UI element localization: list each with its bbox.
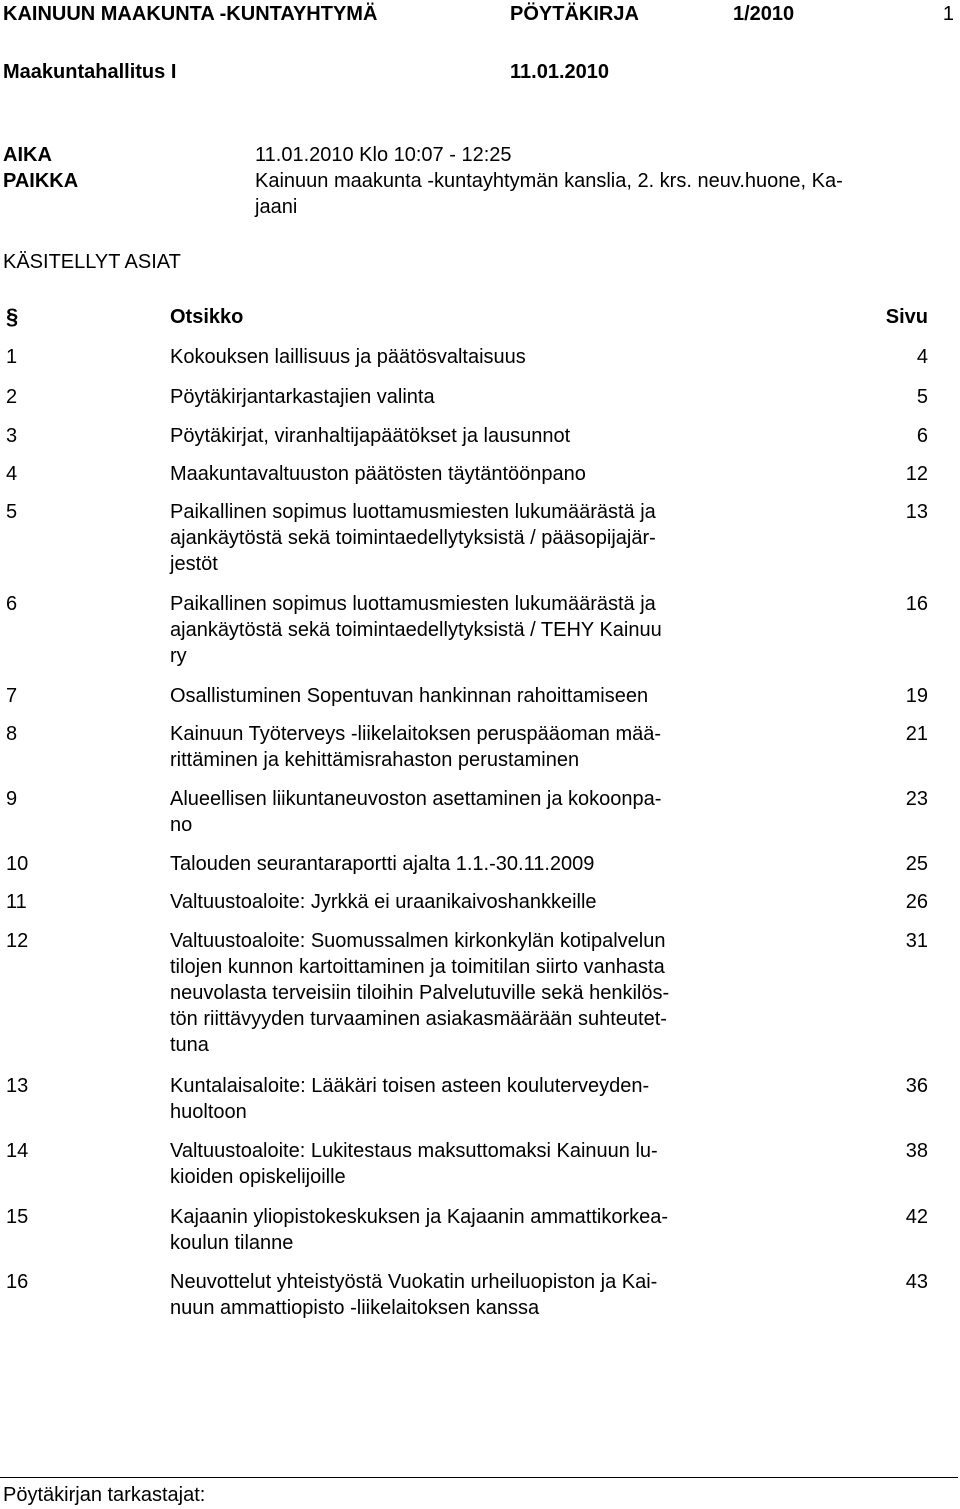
toc-item-title-line: Pöytäkirjat, viranhaltijapäätökset ja lausunnot	[170, 425, 571, 447]
toc-item-title-line: tuna	[170, 1034, 209, 1056]
place-line: Kainuun maakunta -kuntayhtymän kanslia, 2. krs. neuv.huone, Ka-	[255, 170, 843, 192]
toc-item-title	[170, 344, 526, 370]
toc-item-number: 1	[6, 346, 18, 368]
toc-item-number: 5	[6, 501, 18, 523]
toc-item-number: 9	[6, 788, 18, 810]
toc-item-number: 8	[6, 723, 18, 745]
toc-item-title	[170, 1073, 649, 1125]
toc-item-title-line: Kokouksen laillisuus ja päätösvaltaisuus	[170, 346, 526, 368]
toc-item-title-line: Valtuustoaloite: Jyrkkä ei uraanikaivoshankkeille	[170, 891, 597, 913]
toc-item-number: 7	[6, 685, 18, 707]
toc-item-number: 15	[6, 1206, 29, 1228]
toc-item-number: 3	[6, 425, 18, 447]
section-symbol: §	[6, 304, 19, 329]
toc-item-title	[170, 1138, 658, 1190]
toc-item-page: 19	[905, 685, 928, 707]
toc-item-page: 26	[905, 891, 928, 913]
toc-item-title	[170, 1269, 657, 1321]
toc-item-title-line: Paikallinen sopimus luottamusmiesten lukumäärästä ja	[170, 501, 656, 523]
time-label: AIKA	[3, 144, 52, 166]
toc-item-number: 4	[6, 463, 18, 485]
toc-item-number: 10	[6, 853, 29, 875]
toc-item-title	[170, 499, 656, 577]
toc-item-title-line: Paikallinen sopimus luottamusmiesten lukumäärästä ja	[170, 593, 656, 615]
toc-item-title-line: huoltoon	[170, 1101, 247, 1123]
toc-item-title-line: Talouden seurantaraportti ajalta 1.1.-30.11.2009	[170, 853, 595, 875]
toc-item-number: 11	[6, 891, 27, 913]
toc-item-page: 42	[905, 1206, 928, 1228]
toc-item-title	[170, 889, 597, 915]
toc-item-title-line: Kajaanin yliopistokeskuksen ja Kajaanin ammattikorkea-	[170, 1206, 669, 1228]
toc-item-title-line: Valtuustoaloite: Suomussalmen kirkonkylän kotipalvelun	[170, 930, 666, 952]
toc-item-number: 6	[6, 593, 18, 615]
toc-item-title-line: koulun tilanne	[170, 1232, 294, 1254]
toc-item-title	[170, 721, 661, 773]
page-number: 1	[942, 3, 954, 25]
toc-item-title	[170, 384, 435, 410]
toc-item-number: 13	[6, 1075, 29, 1097]
toc-item-page: 13	[905, 501, 928, 523]
toc-item-title-line: no	[170, 814, 193, 836]
toc-item-title	[170, 591, 662, 669]
toc-item-page: 16	[905, 593, 928, 615]
toc-item-title	[170, 423, 570, 449]
col-title-header: Otsikko	[170, 306, 244, 328]
toc-item-title-line: Valtuustoaloite: Lukitestaus maksuttomaksi Kainuun lu-	[170, 1140, 658, 1162]
org-name: KAINUUN MAAKUNTA -KUNTAYHTYMÄ	[3, 3, 378, 25]
toc-item-page: 6	[916, 425, 928, 447]
toc-item-title	[170, 786, 661, 838]
toc-item-title-line: Pöytäkirjantarkastajien valinta	[170, 386, 435, 408]
body-name: Maakuntahallitus I	[3, 61, 177, 83]
toc-item-page: 25	[905, 853, 928, 875]
toc-item-title-line: ajankäytöstä sekä toimintaedellytyksistä / TEHY Kainuu	[170, 619, 662, 641]
toc-item-title-line: Maakuntavaltuuston päätösten täytäntöönpano	[170, 463, 586, 485]
toc-item-page: 23	[905, 788, 928, 810]
toc-item-title-line: ry	[170, 645, 187, 667]
toc-item-title	[170, 1204, 668, 1256]
toc-item-number: 12	[6, 930, 29, 952]
toc-item-page: 43	[905, 1271, 928, 1293]
time-value: 11.01.2010 Klo 10:07 - 12:25	[255, 144, 512, 166]
meeting-date: 11.01.2010	[510, 61, 609, 83]
footer-label: Pöytäkirjan tarkastajat:	[3, 1484, 206, 1506]
toc-item-title-line: Kuntalaisaloite: Lääkäri toisen asteen kouluterveyden-	[170, 1075, 650, 1097]
toc-item-title-line: Alueellisen liikuntaneuvoston asettaminen ja kokoonpa-	[170, 788, 662, 810]
toc-item-number: 14	[6, 1140, 29, 1162]
toc-item-number: 2	[6, 386, 18, 408]
toc-item-title-line: nuun ammattiopisto -liikelaitoksen kanssa	[170, 1297, 540, 1319]
toc-item-title-line: Kainuun Työterveys -liikelaitoksen peruspääoman mää-	[170, 723, 662, 745]
toc-item-title-line: neuvolasta terveisiin tiloihin Palvelutuville sekä henkilös-	[170, 982, 670, 1004]
footer-rule	[0, 1477, 958, 1478]
toc-item-page: 5	[916, 386, 928, 408]
toc-item-page: 21	[905, 723, 928, 745]
toc-item-number: 16	[6, 1271, 29, 1293]
doc-type: PÖYTÄKIRJA	[510, 3, 639, 25]
toc-item-title-line: ajankäytöstä sekä toimintaedellytyksistä / pääsopijajär-	[170, 527, 656, 549]
toc-item-title-line: tön riittävyyden turvaaminen asiakasmäärään suhteutet-	[170, 1008, 667, 1030]
place-value	[255, 168, 843, 220]
toc-item-title-line: Neuvottelut yhteistyöstä Vuokatin urheiluopiston ja Kai-	[170, 1271, 658, 1293]
toc-item-page: 12	[905, 463, 928, 485]
toc-item-page: 38	[905, 1140, 928, 1162]
col-page-header: Sivu	[885, 306, 928, 328]
toc-item-title-line: Osallistuminen Sopentuvan hankinnan rahoittamiseen	[170, 685, 649, 707]
toc-item-title-line: rittäminen ja kehittämisrahaston perustaminen	[170, 749, 580, 771]
place-line: jaani	[255, 196, 298, 218]
toc-item-title	[170, 683, 648, 709]
toc-item-page: 4	[916, 346, 928, 368]
toc-item-title-line: kioiden opiskelijoille	[170, 1166, 346, 1188]
toc-item-title	[170, 851, 594, 877]
toc-item-page: 36	[905, 1075, 928, 1097]
toc-item-title	[170, 928, 669, 1058]
doc-number: 1/2010	[733, 3, 795, 25]
toc-item-title	[170, 461, 586, 487]
toc-item-page: 31	[905, 930, 928, 952]
toc-item-title-line: tilojen kunnon kartoittaminen ja toimitilan siirto vanhasta	[170, 956, 665, 978]
toc-item-title-line: jestöt	[170, 553, 218, 575]
place-label: PAIKKA	[3, 170, 79, 192]
section-title: KÄSITELLYT ASIAT	[3, 251, 181, 273]
